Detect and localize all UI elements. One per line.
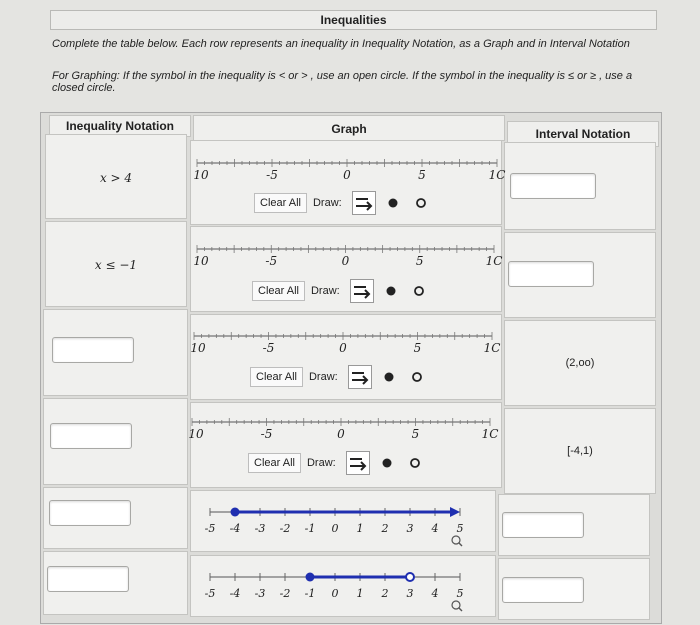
row4-axis-label-right: 1C: [481, 427, 499, 441]
row2-axis-label-left: 10: [193, 254, 209, 268]
row4-draw-label: Draw:: [306, 457, 336, 469]
ray-tool-icon: [350, 367, 370, 387]
row5-tick-label: -3: [254, 522, 266, 535]
header-inequality-notation: Inequality Notation: [49, 115, 191, 137]
row5-tick-label: 2: [381, 522, 389, 535]
closed-dot-icon: [385, 285, 397, 297]
row2-axis-label-neg5: -5: [265, 254, 278, 268]
zoom-icon: [452, 601, 460, 609]
row2-closed-dot-tool[interactable]: [380, 280, 402, 302]
row4-axis-label-pos5: 5: [411, 427, 420, 441]
row2-draw-label: Draw:: [310, 285, 340, 297]
row6-tick-label: 3: [406, 587, 414, 600]
ray-tool-icon: [354, 193, 374, 213]
ray-tool-icon: [348, 453, 368, 473]
row3-axis-label-right: 1C: [483, 341, 501, 355]
row1-ray-tool[interactable]: [352, 191, 376, 215]
row5-tick-label: -5: [204, 522, 216, 535]
row4-clear-all-button[interactable]: Clear All: [248, 453, 301, 473]
row2-inequality: x ≤ −1: [94, 258, 138, 272]
zoom-icon: [452, 536, 460, 544]
row3-graph-controls: [250, 366, 428, 388]
row5-tick-label: -2: [279, 522, 291, 535]
row5-solution-arrowhead: [450, 507, 460, 517]
row6-tick-label: -2: [279, 587, 291, 600]
row1-axis-label-left: 10: [193, 168, 209, 182]
open-dot-icon: [415, 197, 427, 209]
row6-tick-label: 2: [381, 587, 389, 600]
row1-graph-controls: [254, 192, 432, 214]
row4-closed-dot-tool[interactable]: [376, 452, 398, 474]
zoom-icon-handle: [459, 608, 462, 611]
row2-axis-label-zero: 0: [341, 254, 350, 268]
row3-axis-label-left: 10: [190, 341, 206, 355]
row3-draw-label: Draw:: [308, 371, 338, 383]
ray-tool-icon: [352, 281, 372, 301]
zoom-icon-handle: [459, 543, 462, 546]
closed-dot-icon: [383, 371, 395, 383]
row6-tick-label: -4: [229, 587, 241, 600]
closed-dot-icon: [381, 457, 393, 469]
row3-axis-label-pos5: 5: [413, 341, 422, 355]
row6-tick-label: -3: [254, 587, 266, 600]
row3-ray-tool[interactable]: [348, 365, 372, 389]
row3-clear-all-button[interactable]: Clear All: [250, 367, 303, 387]
row4-axis-label-zero: 0: [337, 427, 345, 441]
row6-tick-label: 5: [456, 587, 464, 600]
row2-graph-controls: [252, 280, 430, 302]
page-title: Inequalities: [50, 10, 657, 30]
row5-tick-label: -1: [304, 522, 316, 535]
row4-axis-label-neg5: -5: [260, 427, 273, 441]
row4-ray-tool[interactable]: [346, 451, 370, 475]
row6-tick-label: -1: [304, 587, 316, 600]
header-interval-notation: Interval Notation: [507, 121, 659, 147]
row6-tick-label: -5: [204, 587, 216, 600]
row5-tick-label: 1: [356, 522, 364, 535]
row1-open-dot-tool[interactable]: [410, 192, 432, 214]
instructions-graphing: For Graphing: If the symbol in the inequality is < or > , use an open circle. If the symbol in the inequality is ≤ or ≥ , use a closed circle.: [52, 70, 633, 94]
row5-tick-label: 0: [331, 522, 339, 535]
row4-axis-label-left: 10: [188, 427, 204, 441]
row1-clear-all-button[interactable]: Clear All: [254, 193, 307, 213]
row2-ray-tool[interactable]: [350, 279, 374, 303]
row5-tick-label: 3: [406, 522, 414, 535]
row3-closed-dot-tool[interactable]: [378, 366, 400, 388]
row5-tick-label: 5: [456, 522, 464, 535]
row4-open-dot-tool[interactable]: [404, 452, 426, 474]
closed-dot-icon: [387, 197, 399, 209]
row1-axis-label-zero: 0: [343, 168, 351, 182]
open-dot-icon: [409, 457, 421, 469]
open-dot-icon: [413, 285, 425, 297]
row2-axis-label-pos5: 5: [415, 254, 424, 268]
row3-interval-value: (2,oo): [565, 357, 595, 369]
header-graph: Graph: [193, 115, 505, 141]
row1-draw-label: Draw:: [312, 197, 342, 209]
row1-inequality: x > 4: [99, 171, 133, 185]
row2-axis-label-right: 1C: [485, 254, 503, 268]
row6-tick-label: 1: [356, 587, 364, 600]
row1-axis-label-neg5: -5: [266, 168, 278, 182]
row1-axis-label-pos5: 5: [418, 168, 426, 182]
row1-closed-dot-tool[interactable]: [382, 192, 404, 214]
instructions-complete: Complete the table below. Each row represents an inequality in Inequality Notation, as a Graph and in Interval Notation: [52, 38, 630, 50]
row5-closed-point: [231, 508, 240, 517]
row5-tick-label: 4: [431, 522, 439, 535]
row4-interval-value: [-4,1): [567, 445, 593, 457]
row2-clear-all-button[interactable]: Clear All: [252, 281, 305, 301]
row6-open-point: [406, 573, 414, 581]
row4-graph-controls: [248, 452, 426, 474]
row6-closed-point: [306, 573, 315, 582]
row3-axis-label-neg5: -5: [262, 341, 275, 355]
row3-axis-label-zero: 0: [339, 341, 347, 355]
row1-axis-label-right: 1C: [488, 168, 506, 182]
row6-tick-label: 4: [431, 587, 439, 600]
row2-open-dot-tool[interactable]: [408, 280, 430, 302]
row6-tick-label: 0: [331, 587, 339, 600]
row3-open-dot-tool[interactable]: [406, 366, 428, 388]
open-dot-icon: [411, 371, 423, 383]
row5-tick-label: -4: [229, 522, 241, 535]
